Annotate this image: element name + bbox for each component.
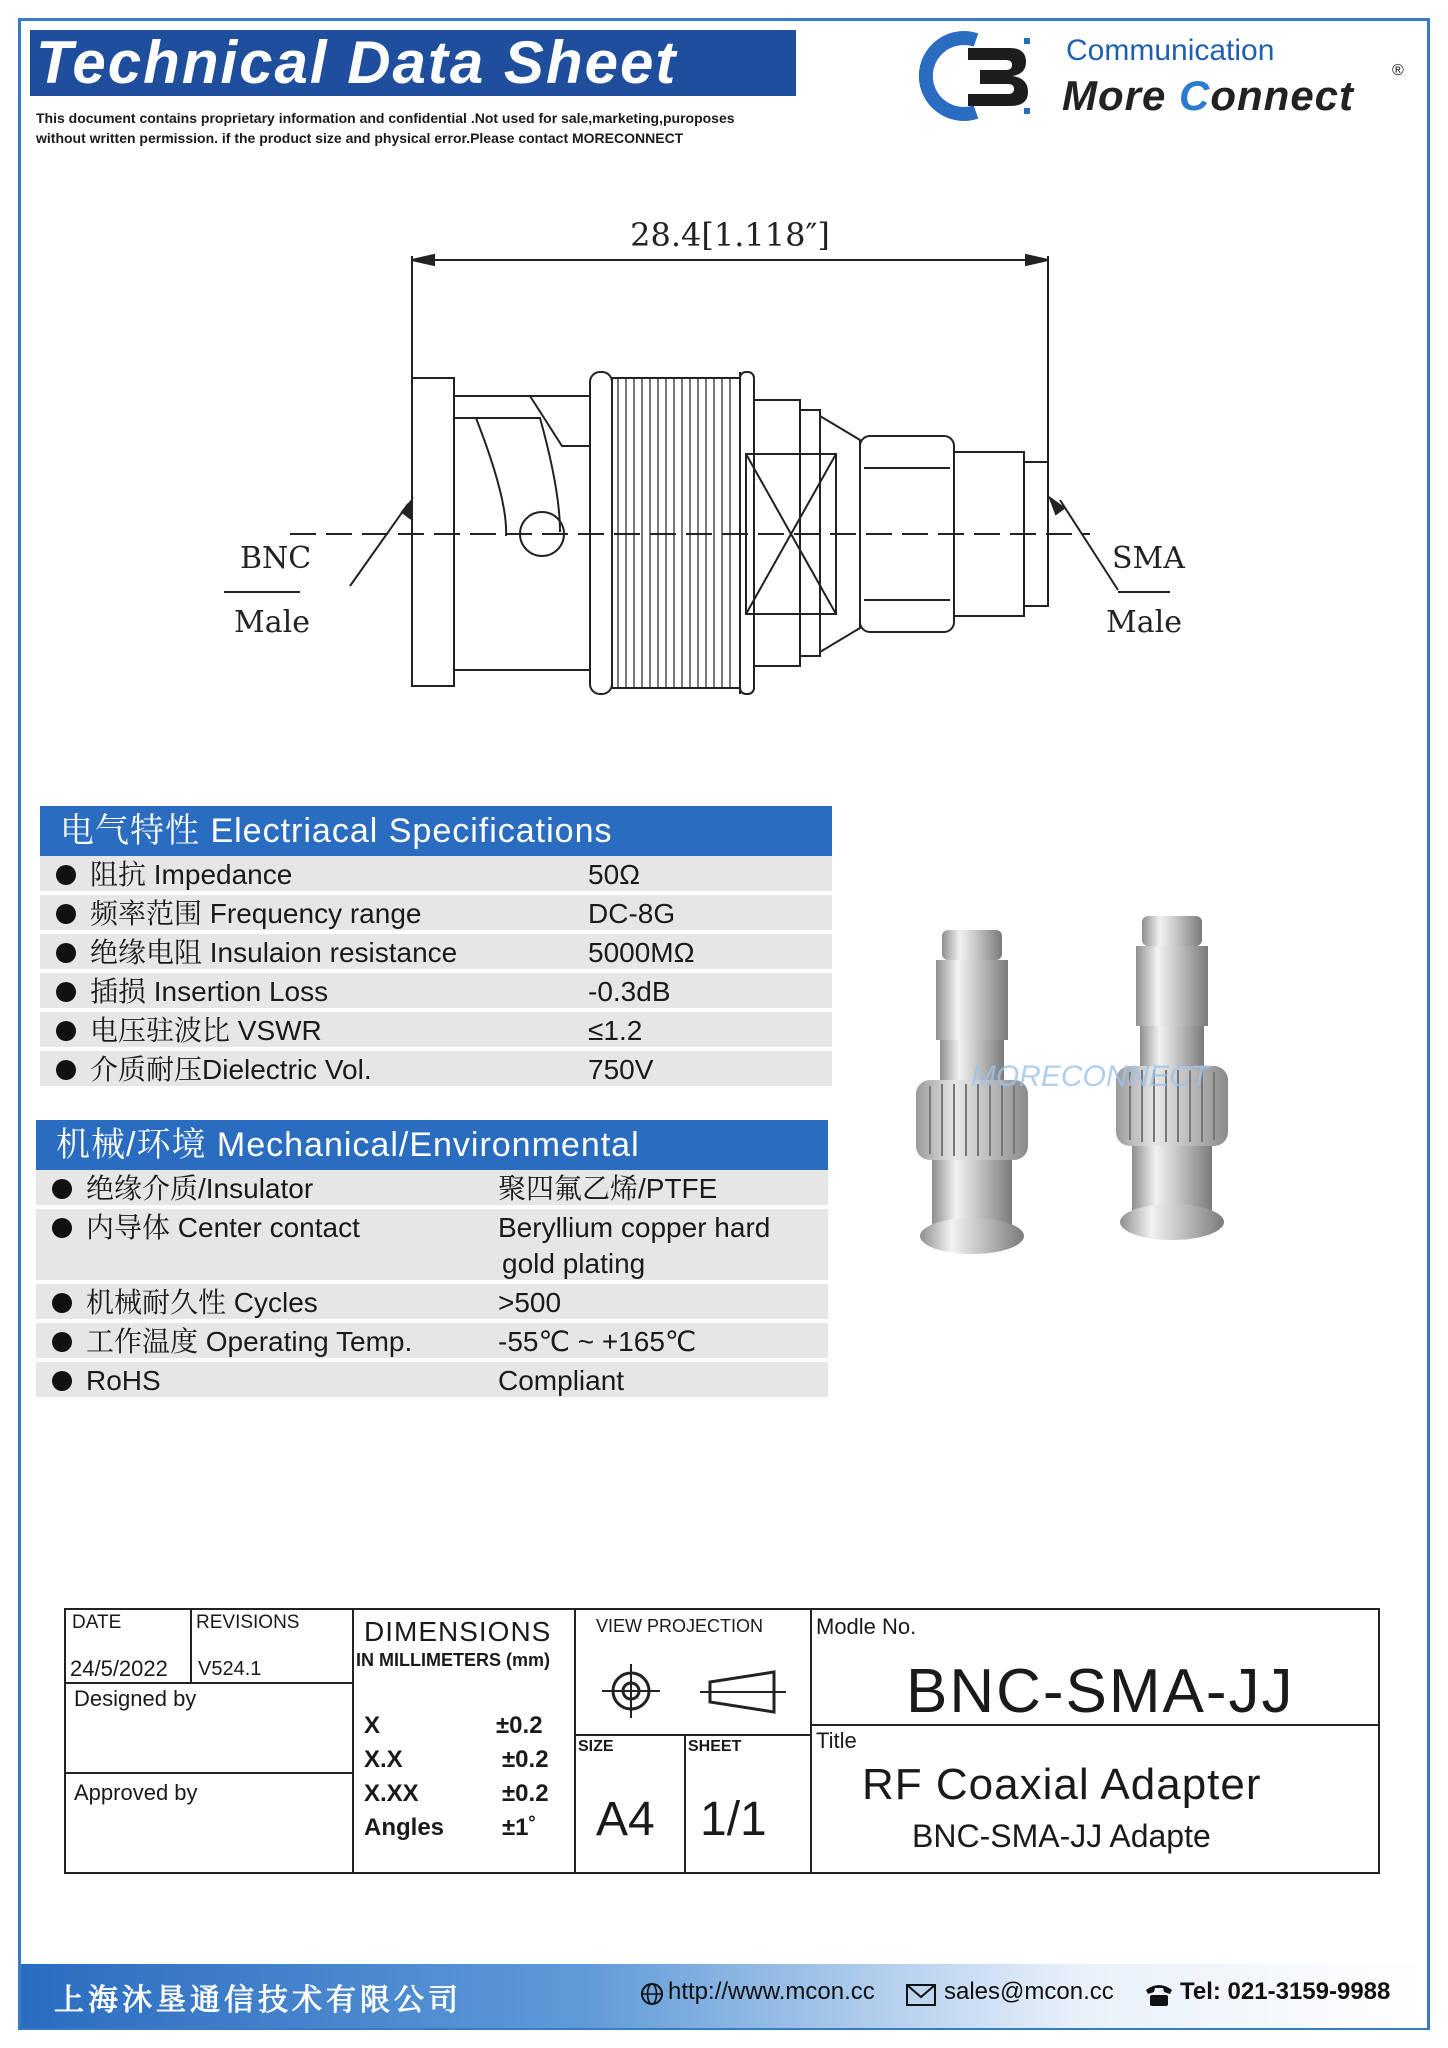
bullet-icon — [56, 1060, 76, 1080]
left-end-label: BNC — [240, 541, 312, 576]
units-label: IN MILLIMETERS (mm) — [356, 1650, 550, 1670]
spec-row — [36, 1323, 828, 1361]
view-projection-label: VIEW PROJECTION — [596, 1616, 764, 1636]
spec-value-continued: gold plating — [502, 1248, 646, 1279]
spec-value: ≤1.2 — [588, 1015, 643, 1046]
spec-value: Compliant — [498, 1365, 625, 1396]
spec-value: >500 — [498, 1287, 562, 1318]
tolerance-key: X.XX — [364, 1780, 419, 1807]
title-label: Title — [816, 1728, 857, 1753]
size-label: SIZE — [578, 1738, 614, 1755]
approved-by-label: Approved by — [74, 1780, 198, 1805]
title-block — [64, 1608, 1380, 1874]
bullet-icon — [52, 1371, 72, 1391]
brand-name-accent: C — [1179, 72, 1211, 119]
globe-icon — [640, 1982, 664, 2006]
spec-label: 介质耐压Dielectric Vol. — [90, 1054, 372, 1085]
first-angle-projection-icon — [600, 1662, 662, 1720]
brand-name-part: More — [1062, 72, 1180, 119]
bullet-icon — [52, 1179, 72, 1199]
spec-row — [40, 934, 832, 972]
dimensions-label: DIMENSIONS — [364, 1616, 552, 1647]
brand-name — [1062, 72, 1354, 120]
tolerance-key: X.X — [364, 1746, 403, 1773]
date-label: DATE — [72, 1612, 122, 1633]
electrical-heading: 电气特性 Electriacal Specifications — [40, 806, 832, 856]
product-photo — [880, 900, 1300, 1320]
spec-row — [40, 856, 832, 894]
bullet-icon — [52, 1218, 72, 1238]
spec-value: Beryllium copper hard — [498, 1212, 771, 1243]
spec-row — [40, 1012, 832, 1050]
product-subtitle: BNC-SMA-JJ Adapte — [912, 1818, 1211, 1854]
brand-tagline: Communication — [1066, 34, 1275, 67]
spec-value: 5000MΩ — [588, 937, 695, 968]
spec-label: 电压驻波比 VSWR — [90, 1015, 322, 1046]
registered-mark: ® — [1392, 62, 1404, 79]
bullet-icon — [52, 1293, 72, 1313]
bullet-icon — [52, 1332, 72, 1352]
spec-value: 750V — [588, 1054, 654, 1085]
right-end-label: SMA — [1112, 541, 1185, 576]
tolerance-value: ±1˚ — [502, 1814, 537, 1841]
disclaimer-line-2: without written permission. if the product size and physical error.Please contact MORECONNECT — [36, 130, 684, 146]
size-value: A4 — [596, 1793, 655, 1846]
spec-label: 内导体 Center contact — [86, 1212, 360, 1243]
spec-value: DC-8G — [588, 898, 676, 929]
spec-row — [40, 895, 832, 933]
product-title: RF Coaxial Adapter — [862, 1760, 1262, 1809]
bullet-icon — [56, 1021, 76, 1041]
connector-drawing — [234, 200, 1200, 720]
brand-name-part: onnect — [1210, 72, 1355, 119]
spec-value: -55℃ ~ +165℃ — [498, 1326, 697, 1357]
date-value: 24/5/2022 — [70, 1656, 168, 1681]
company-name: 上海沐垦通信技术有限公司 — [54, 1983, 462, 2018]
spec-label: 机械耐久性 Cycles — [86, 1287, 318, 1318]
revisions-label: REVISIONS — [196, 1612, 300, 1633]
sheet-value: 1/1 — [700, 1793, 767, 1846]
spec-row — [40, 1051, 832, 1089]
left-end-type: Male — [234, 605, 310, 640]
tolerance-value: ±0.2 — [502, 1746, 549, 1773]
dimension-label: 28.4[1.118″] — [630, 216, 830, 254]
spec-label: 频率范围 Frequency range — [90, 898, 422, 929]
bullet-icon — [56, 865, 76, 885]
spec-label: 绝缘电阻 Insulaion resistance — [90, 937, 458, 968]
disclaimer — [36, 108, 836, 148]
spec-value: -0.3dB — [588, 976, 671, 1007]
document-title: Technical Data Sheet — [30, 30, 796, 96]
spec-label: 阻抗 Impedance — [90, 859, 293, 890]
tolerance-value: ±0.2 — [496, 1712, 543, 1739]
mail-icon — [906, 1984, 936, 2006]
spec-row — [36, 1170, 828, 1208]
mechanical-heading: 机械/环境 Mechanical/Environmental — [36, 1120, 828, 1170]
tolerance-key: Angles — [364, 1814, 445, 1841]
telephone-number: Tel: 021-3159-9988 — [1180, 1978, 1391, 2005]
tolerance-value: ±0.2 — [502, 1780, 549, 1807]
revision-value: V524.1 — [198, 1658, 262, 1680]
spec-label: 插损 Insertion Loss — [90, 976, 329, 1007]
tolerance-key: X — [364, 1712, 381, 1739]
spec-row — [40, 973, 832, 1011]
company-logo-icon — [924, 34, 1036, 118]
right-end-type: Male — [1106, 605, 1182, 640]
telephone-icon — [1144, 1982, 1174, 2008]
spec-row — [36, 1284, 828, 1322]
sheet-label: SHEET — [688, 1738, 742, 1755]
spec-value: 聚四氟乙烯/PTFE — [498, 1173, 718, 1204]
designed-by-label: Designed by — [74, 1686, 197, 1711]
bullet-icon — [56, 943, 76, 963]
spec-label: 绝缘介质/Insulator — [86, 1173, 314, 1204]
email-link[interactable]: sales@mcon.cc — [944, 1978, 1114, 2005]
model-label: Modle No. — [816, 1614, 917, 1639]
spec-row — [36, 1362, 828, 1400]
cone-projection-icon — [698, 1668, 788, 1716]
disclaimer-line-1: This document contains proprietary information and confidential .Not used for sale,marketing,puroposes — [36, 110, 735, 126]
model-number: BNC-SMA-JJ — [906, 1657, 1295, 1726]
bullet-icon — [56, 982, 76, 1002]
website-link[interactable]: http://www.mcon.cc — [668, 1978, 875, 2005]
spec-value: 50Ω — [588, 859, 641, 890]
spec-row — [36, 1209, 828, 1283]
photo-watermark: MORECONNECT — [970, 1060, 1210, 1093]
bullet-icon — [56, 904, 76, 924]
spec-label: 工作温度 Operating Temp. — [86, 1326, 413, 1357]
spec-label: RoHS — [86, 1365, 161, 1396]
